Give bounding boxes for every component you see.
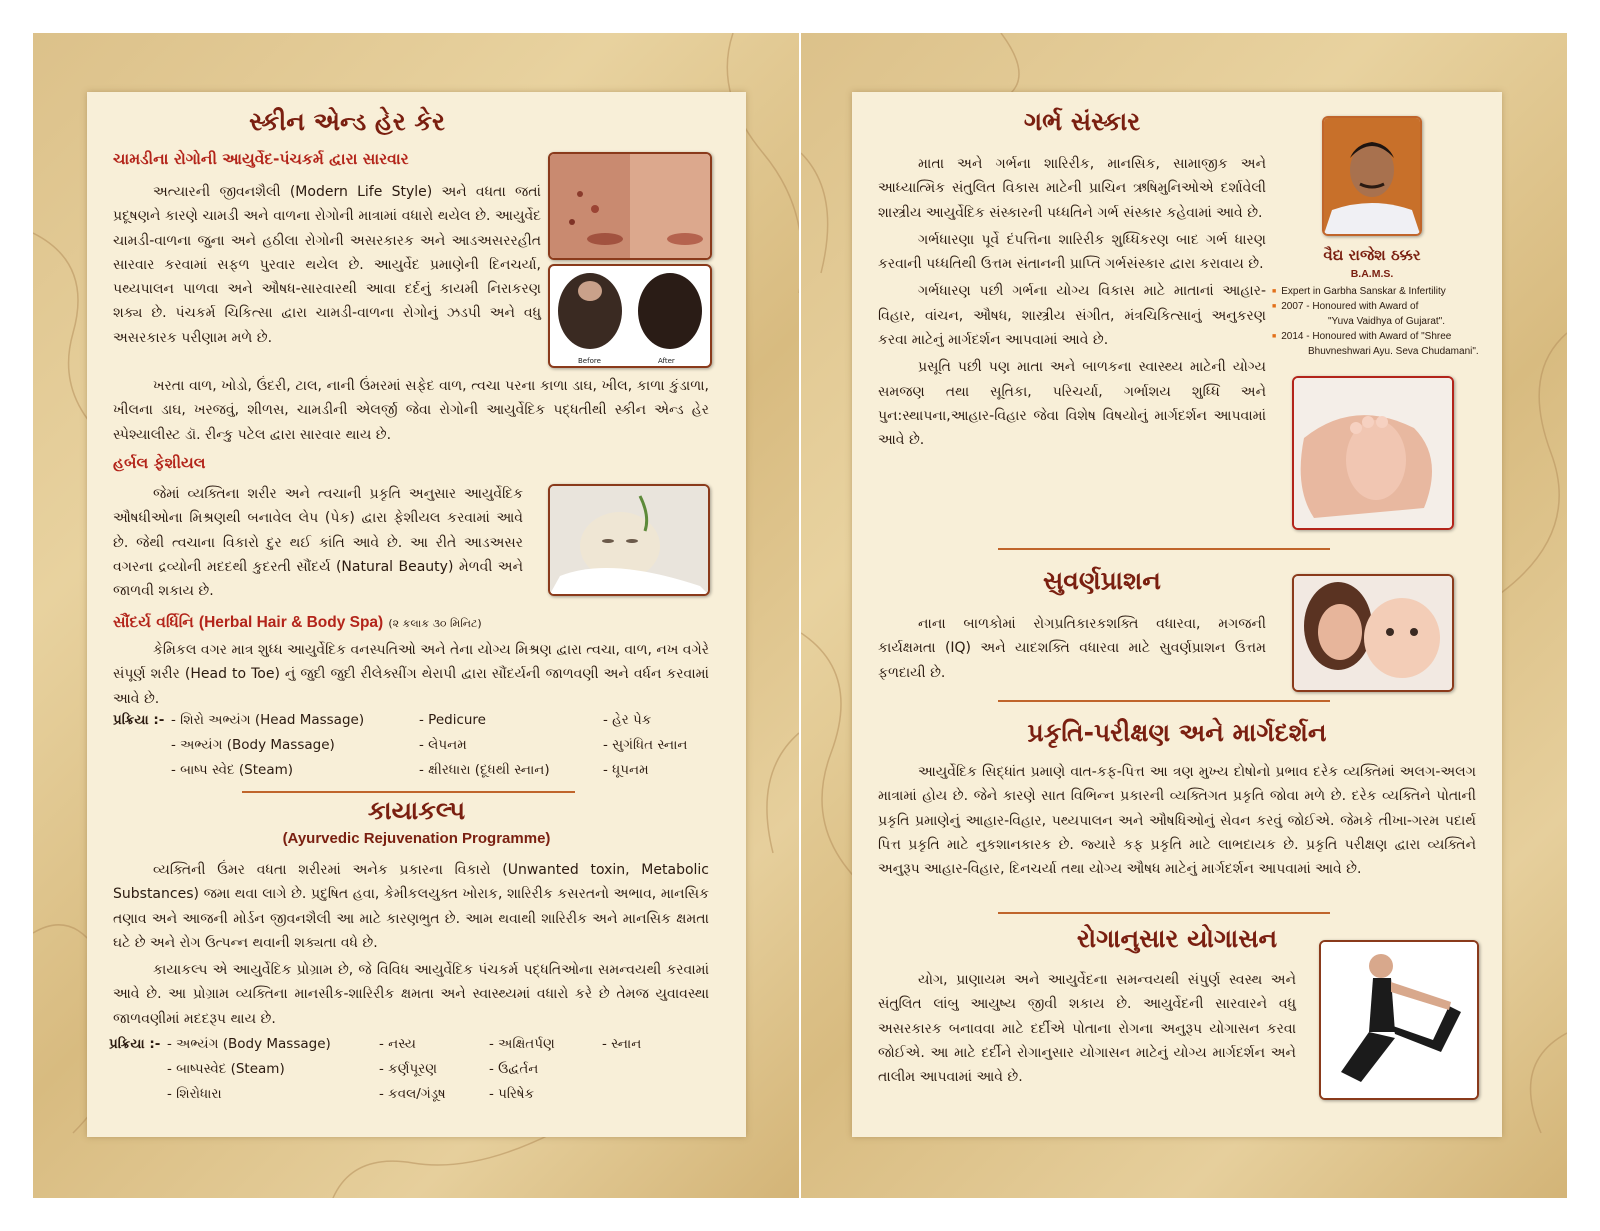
credential-item: ■ 2014 - Honoured with Award of "Shree (1272, 329, 1502, 344)
divider-line (242, 791, 575, 793)
garbh-paragraph-3: ગર્ભધારણ પછી ગર્ભના યોગ્ય વિકાસ માટે માતાનાં આહાર-વિહાર, વાંચન, ઔષધ, શાસ્ત્રીય સંગીત, મંત્રચિકિત્સાનું અનુકરણ કરવા માટેનું માર્ગદર્શન આપવામાં આવે છે. (878, 283, 1266, 349)
kayakalp-item: - કવલ/ગંડૂષ (379, 1086, 446, 1102)
doctor-credentials (1272, 284, 1502, 359)
doctor-name: વૈદ્ય રાજેશ ઠક્કર (1323, 246, 1421, 264)
spa-item: - લેપનમ (419, 737, 467, 753)
right-page (801, 33, 1567, 1198)
doctor-degree: B.A.M.S. (1350, 268, 1394, 280)
skin-diseases-block (113, 374, 709, 450)
divider-line (998, 912, 1330, 914)
kayakalp-process-label: પ્રક્રિયા :- (109, 1036, 161, 1052)
credential-item: ■ 2007 - Honoured with Award of (1272, 299, 1502, 314)
herbal-facial-paragraph: જેમાં વ્યક્તિના શરીર અને ત્વચાની પ્રકૃતિ અનુસાર આયુર્વેદિક ઔષધીઓના મિશ્રણથી બનાવેલ લેપ (પેક) દ્વારા ફેશીયલ કરવામાં આવે છે. જેથી ત્વચાના વિકારો દુર થઈ કાંતિ આવે છે. આ રીતે આડઅસર વગરના દ્રવ્યોની મદદથી કુદરતી સૌંદર્ય (Natural Beauty) મેળવી અને જાળવી શકાય છે. (113, 486, 523, 600)
spa-item: - ધૂપનમ (603, 762, 649, 778)
kayakalp-item: - કર્ણપૂરણ (379, 1061, 437, 1077)
garbh-paragraph-4: પ્રસૂતિ પછી પણ માતા અને બાળકના સ્વાસ્થ્ય માટેની યોગ્ય સમજણ તથા સૂતિકા, પરિચર્યા, ગર્ભાશય શુધ્ધિ અને પુન:સ્થાપના,આહાર-વિહાર જેવા વિશેષ વિષયોનું માર્ગદર્શન આપવામાં આવે છે. (878, 359, 1266, 449)
beauty-spa-english: (Herbal Hair & Body Spa) (198, 614, 384, 631)
garbh-sanskar-block (878, 152, 1266, 456)
beauty-spa-block (113, 638, 709, 714)
spa-item: - Pedicure (419, 712, 486, 728)
prakriti-paragraph: આયુર્વેદિક સિદ્ધાંત પ્રમાણે વાત-કફ-પિત્ત આ ત્રણ મુખ્ય દોષોનો પ્રભાવ દરેક વ્યક્તિમાં અલગ-અલગ માત્રામાં હોય છે. જેને કારણે સાત વિભિન્ન પ્રકારની વ્યક્તિગત પ્રકૃતિ જોવા મળે છે. દરેક વ્યક્તિને પોતાની પ્રકૃતિ પ્રમાણેનું આહાર-વિહાર, પથ્યપાલન અને ઔષધિઓનું સેવન કરવું જોઈએ. જેમકે તીખા-ગરમ પદાર્થ પિત્ત પ્રકૃતિ માટે નુકશાનકારક છે. જ્યારે કફ પ્રકૃતિ માટે લાભદાયક છે. પ્રકૃતિ પરીક્ષણ દ્વારા વ્યક્તિને અનુરૂપ આહાર-વિહાર, દિનચર્યા તથા યોગ્ય ઔષધ માટેનું માર્ગદર્શન આપવામાં આવે છે. (878, 764, 1476, 878)
kayakalp-item: - નસ્ય (379, 1036, 416, 1052)
doctor-portrait-photo (1322, 116, 1422, 236)
divider-line (998, 700, 1330, 702)
garbh-paragraph-2: ગર્ભધારણા પૂર્વે દંપત્તિના શારિરીક શુધ્ધિકરણ બાદ ગર્ભ ધારણ કરવાની પધ્ધતિથી ઉત્તમ સંતાનની પ્રાપ્તિ ગર્ભસંસ્કાર દ્વારા કરાવાય છે. (878, 231, 1266, 273)
kayakalp-item: - શિરોધારા (167, 1086, 222, 1102)
yogasan-block (878, 968, 1296, 1092)
prakriti-block (878, 760, 1476, 884)
kayakalp-item: - અક્ષિતર્પણ (489, 1036, 555, 1052)
garbh-sanskar-title: ગર્ભ સંસ્કાર (1023, 107, 1141, 136)
spa-item: - સુગંધિત સ્નાન (603, 737, 688, 753)
prakriti-title: પ્રકૃતિ-પરીક્ષણ અને માર્ગદર્શન (1027, 718, 1327, 747)
spa-item: - અભ્યંગ (Body Massage) (171, 737, 335, 753)
yogasan-paragraph: યોગ, પ્રાણાયમ અને આયુર્વેદના સમન્વયથી સંપુર્ણ સ્વસ્થ અને સંતુલિત લાંબુ આયુષ્ય જીવી શકાય છે. આયુર્વેદની સારવારને વધુ અસરકારક બનાવવા માટે દર્દીએ પોતાના રોગના અનુરૂપ યોગાસન કરવા જોઈએ. આ માટે દર્દીને રોગાનુસાર યોગાસન માટેનું યોગ્ય માર્ગદર્શન અને તાલીમ આપવામાં આવે છે. (878, 972, 1296, 1086)
left-content-panel (87, 92, 746, 1137)
divider-line (998, 548, 1330, 550)
beauty-spa-title: સૌંદર્ય વર્ધિનિ (113, 613, 194, 631)
skin-intro-paragraph: અત્યારની જીવનશૈલી (Modern Life Style) અને વધતા જતાં પ્રદૂષણને કારણે ચામડી અને વાળના રોગોની માત્રામાં વધારો થયેલ છે. આયુર્વેદ ચામડી-વાળના જુના અને હઠીલા રોગોની અસરકારક અને આડઅસરરહીત સારવાર કરવામાં સફળ પુરવાર થયેલ છે. આયુર્વેદ પ્રમાણેની દિનચર્યા, પથ્યપાલન પાળવા અને ઔષધ-સારવારથી આવા દર્દનું કાયમી નિરાકરણ શક્ય છે. પંચકર્મ ચિકિત્સા દ્વારા ચામડી-વાળના રોગોનું ઝડપી અને વધુ અસરકારક પરીણામ મળે છે. (113, 184, 541, 346)
credential-item: "Yuva Vaidhya of Gujarat". (1328, 316, 1445, 328)
herbal-facial-block (113, 482, 523, 606)
hair-before-label: Before (578, 357, 601, 365)
kayakalp-item: - ઉદ્વર્તન (489, 1061, 539, 1077)
hair-after-label: After (658, 357, 675, 365)
spa-item: - બાષ્પ સ્વેદ (Steam) (171, 762, 294, 778)
spa-item: - ક્ષીરધારા (દૂધથી સ્નાન) (419, 762, 550, 778)
suvarnaprashan-block (878, 612, 1266, 688)
kayakalp-item: - પરિષેક (489, 1086, 535, 1102)
yogasan-title: રોગાનુસાર યોગાસન (1076, 924, 1278, 953)
kayakalp-title: કાયાકલ્પ (367, 796, 466, 825)
kayakalp-subtitle: (Ayurvedic Rejuvenation Programme) (282, 830, 551, 847)
skin-treatment-subheading: ચામડીના રોગોની આયુર્વેદ-પંચકર્મ દ્વારા સારવાર (113, 150, 409, 168)
herbal-facial-subheading: હર્બલ ફેશીયલ (113, 454, 206, 472)
kayakalp-paragraph-2: કાયાકલ્પ એ આયુર્વેદિક પ્રોગ્રામ છે, જે વિવિધ આયુર્વેદિક પંચકર્મ પદ્ધતિઓના સમન્વયથી કરવામાં આવે છે. આ પ્રોગ્રામ વ્યક્તિના માનસીક-શારિરીક ક્ષમતા અને સ્વાસ્થ્યમાં વધારો કરે છે તેમજ યુવાવસ્થા જાળવણીમાં મદદરૂપ થાય છે. (113, 962, 709, 1027)
kayakalp-item: - બાષ્પસ્વેદ (Steam) (167, 1061, 285, 1077)
hair-before-after-photo (548, 264, 712, 368)
credential-item: Bhuvneshwari Ayu. Seva Chudamani". (1308, 346, 1479, 358)
yoga-pose-photo (1319, 940, 1479, 1100)
skin-hair-title: સ્કીન એન્ડ હેર કેર (249, 107, 445, 136)
right-content-panel (852, 92, 1502, 1137)
kayakalp-item: - અભ્યંગ (Body Massage) (167, 1036, 331, 1052)
spa-item: - શિરો અભ્યંગ (Head Massage) (171, 712, 365, 728)
beauty-spa-heading (113, 612, 713, 632)
skin-intro-block (113, 180, 541, 353)
kayakalp-paragraph-1: વ્યક્તિની ઉંમર વધતા શરીરમાં અનેક પ્રકારના વિકારો (Unwanted toxin, Metabolic Substances) જમા થવા લાગે છે. પ્રદુષિત હવા, કેમીકલયુક્ત ખોરાક, શારિરીક કસરતનો અભાવ, માનસિક તણાવ અને આજની મોર્ડન જીવનશૈલી આ માટે કારણભુત છે. આમ થવાથી શારિરીક અને માનસિક ક્ષમતા ઘટે છે અને રોગ ઉત્પન્ન થવાની શક્યતા વધે છે. (113, 862, 709, 951)
mother-baby-photo (1292, 574, 1454, 692)
kayakalp-block (113, 858, 709, 1034)
suvarnaprashan-paragraph: નાના બાળકોમાં રોગપ્રતિકારકશક્તિ વધારવા, મગજની કાર્યક્ષમતા (IQ) અને યાદશક્તિ વધારવા માટે સુવર્ણપ્રાશન ઉત્તમ ફળદાયી છે. (878, 616, 1266, 681)
left-page (33, 33, 799, 1198)
skin-diseases-paragraph: ખરતા વાળ, ખોડો, ઉંદરી, ટાલ, નાની ઉંમરમાં સફેદ વાળ, ત્વચા પરના કાળા ડાઘ, ખીલ, કાળા કુંડાળા, ખીલના ડાઘ, ખરજવું, શીળસ, ચામડીની એલર્જી જેવા રોગોની આયુર્વેદિક પદ્ધતીથી સ્કીન એન્ડ હેર સ્પેશ્યાલીસ્ટ ડૉ. રીન્કુ પટેલ દ્વારા સારવાર થાય છે. (113, 378, 709, 443)
suvarnaprashan-title: સુવર્ણપ્રાશન (1043, 566, 1161, 595)
garbh-paragraph-1: માતા અને ગર્ભના શારિરીક, માનસિક, સામાજીક અને આધ્યાત્મિક સંતુલિત વિકાસ માટેની પ્રાચિન ઋષિમુનિઓએ દર્શાવેલી શાસ્ત્રીય આયુર્વેદિક સંસ્કારની પધ્ધતિને ગર્ભ સંસ્કાર કહેવામાં આવે છે. (878, 156, 1266, 221)
credential-item: ■ Expert in Garbha Sanskar & Infertility (1272, 284, 1502, 299)
spa-process-label: પ્રક્રિયા :- (113, 712, 165, 728)
spa-item: - હેર પેક (603, 712, 652, 728)
baby-feet-photo (1292, 376, 1454, 530)
herbal-facial-photo (548, 484, 710, 596)
beauty-spa-duration: (૨ કલાક ૩૦ મિનિટ) (388, 617, 482, 630)
skin-before-after-photo (548, 152, 712, 260)
beauty-spa-paragraph: કેમિકલ વગર માત્ર શુધ્ધ આયુર્વેદિક વનસ્પતિઓ અને તેના યોગ્ય મિશ્રણ દ્વારા ત્વચા, વાળ, નખ વગેરે સંપૂર્ણ શરીર (Head to Toe) નું જુદી જુદી રીલેક્સીંગ થેરાપી દ્વારા સૌંદર્યની જાળવણી અને વર્ધન કરવામાં આવે છે. (113, 642, 709, 707)
kayakalp-item: - સ્નાન (602, 1036, 642, 1052)
